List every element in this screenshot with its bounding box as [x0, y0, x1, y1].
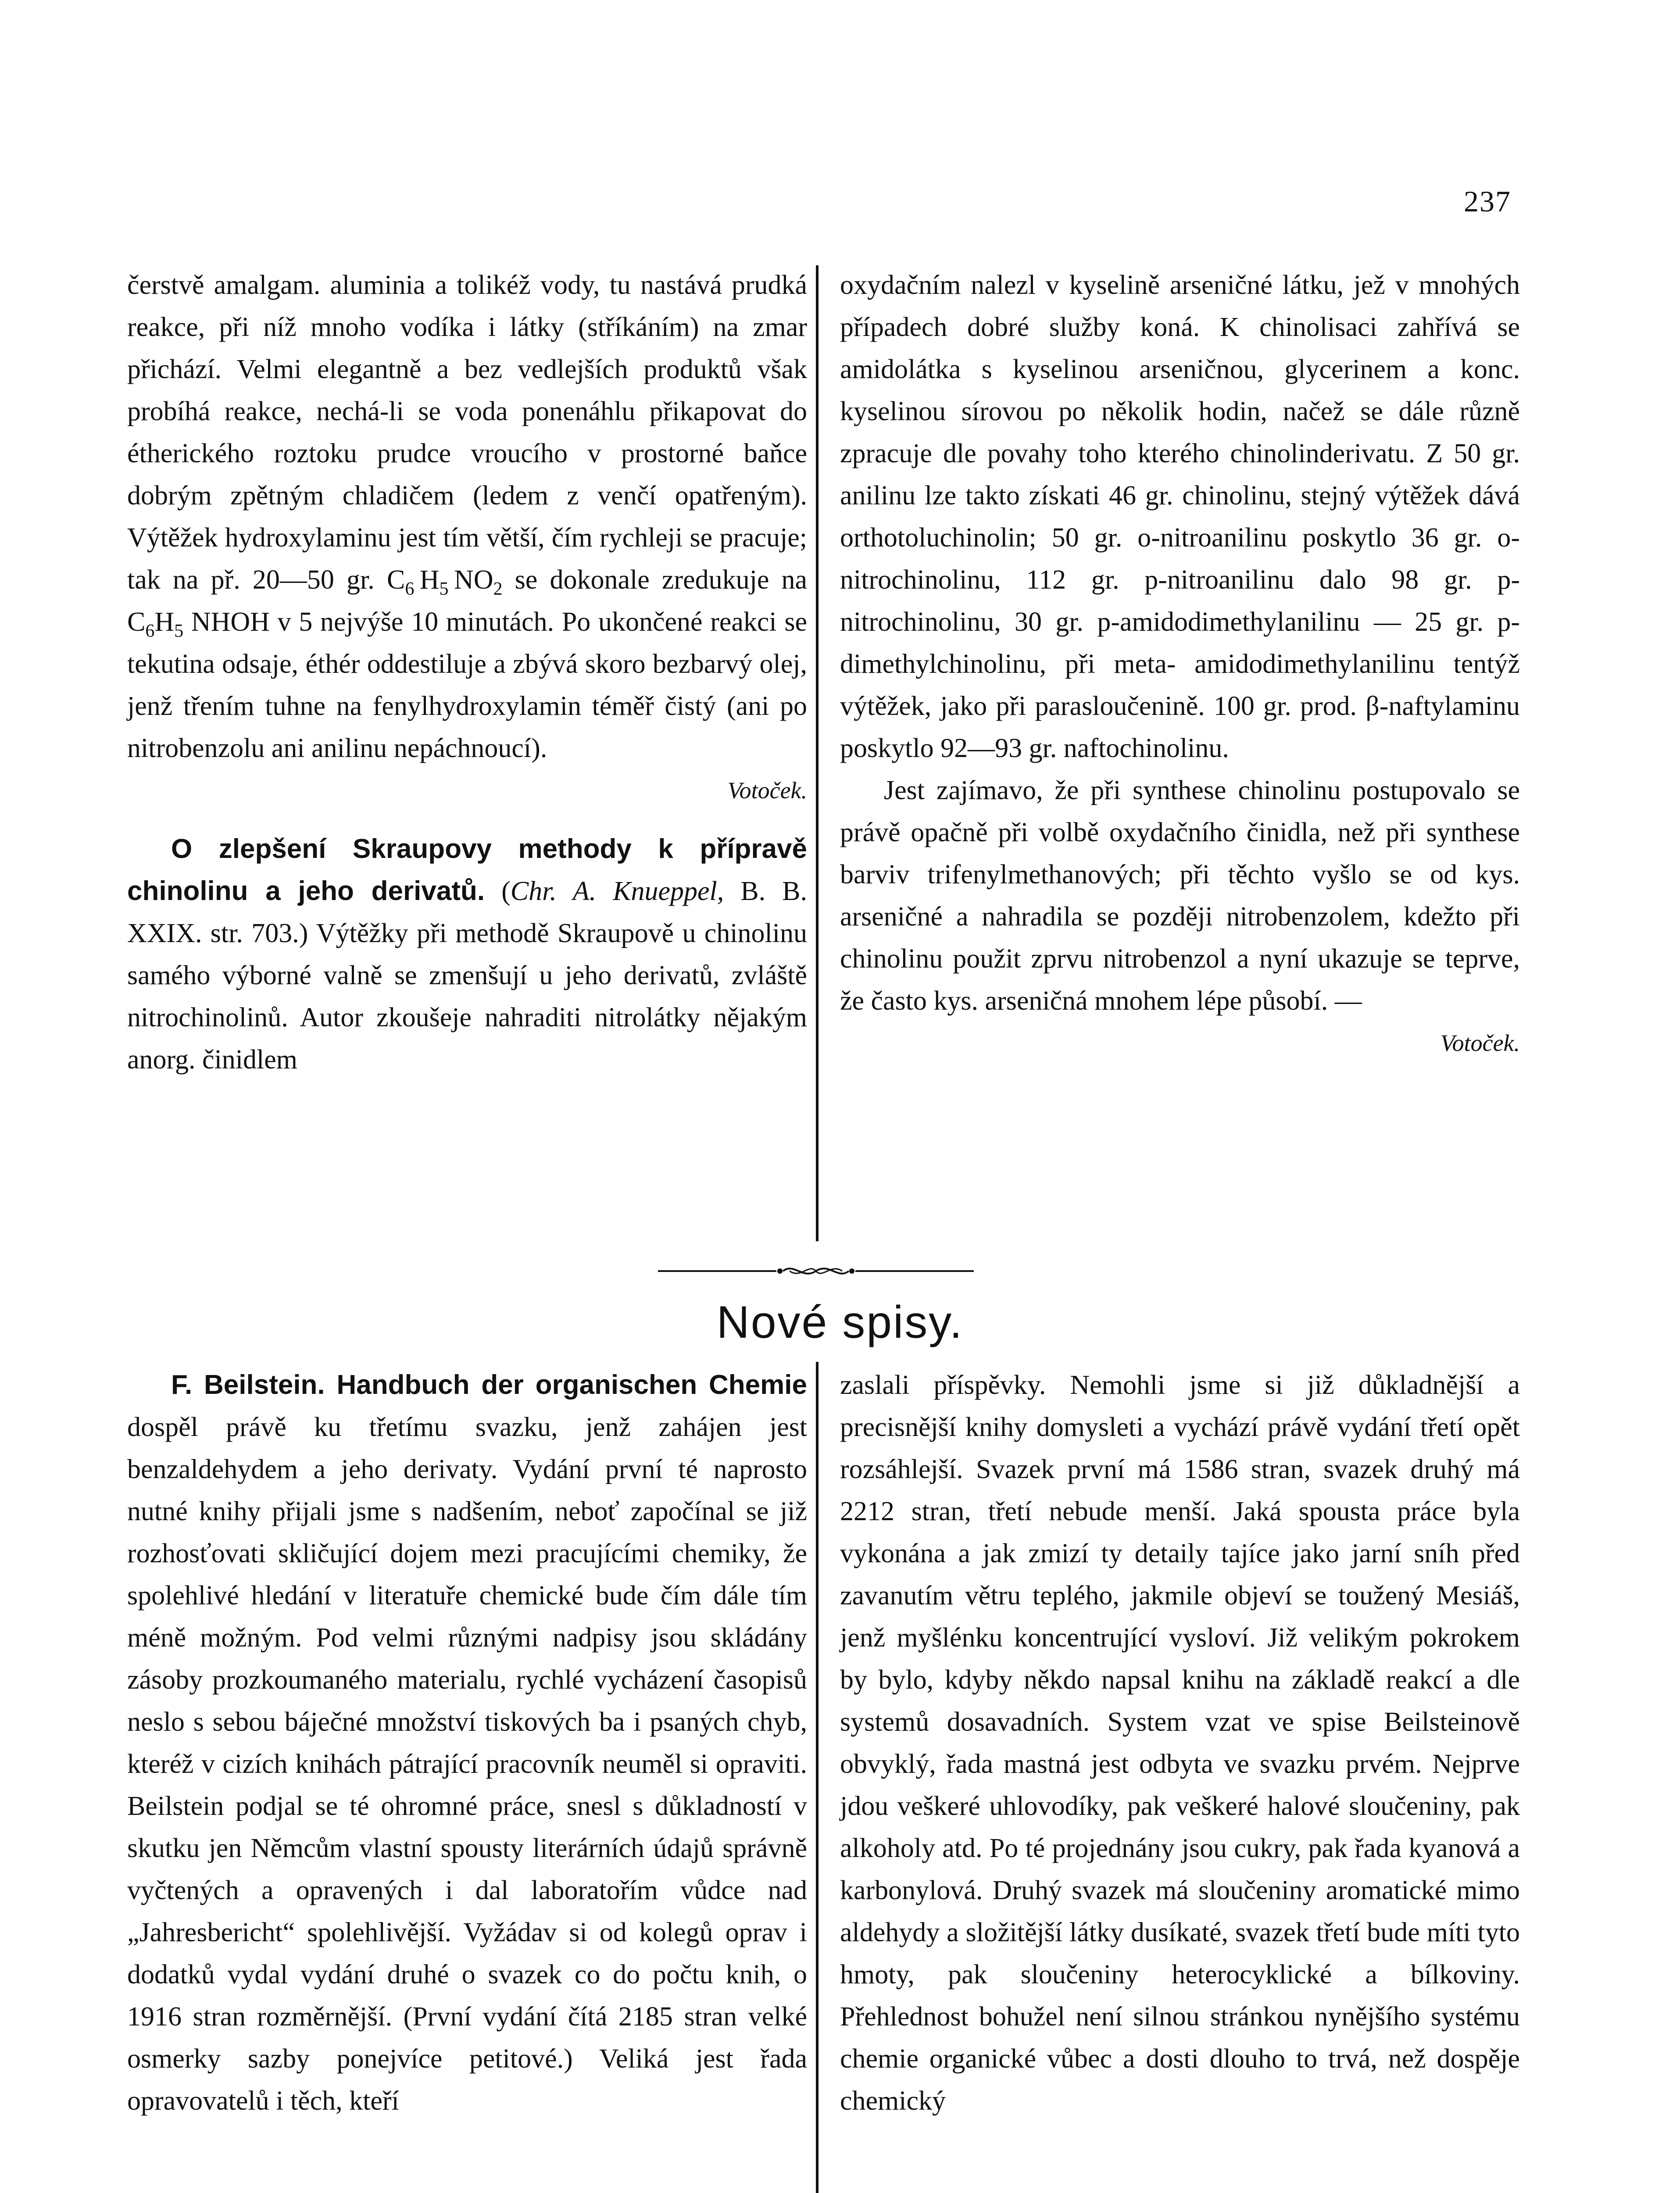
paragraph — [127, 1364, 807, 2122]
paragraph: Jest zajímavo, že při synthese chinolinu postupovalo se právě opačně při volbě oxydačního činidla, než při synthese barviv trifenylmethanových; při těchto vyšlo se od kys. arseničné a nahradila se později nitrobenzolem, kdežto při chinolinu použit zprvu nitrobenzol a nyní ukazuje se teprve, že často kys. arseničná mnohem lépe působí. — — [840, 775, 1520, 1016]
citation-source: B. B. XXIX. str. 703.) — [127, 876, 807, 948]
section-title: Nové spisy. — [716, 1297, 964, 1348]
paragraph-text: čerstvě amalgam. aluminia a tolikéž vody, tu nastává prudká reakce, při níž mnoho vodíka i látky (stříkáním) na zmar přichází. Velmi elegantně a bez vedlejších produktů však probíhá reakce, nechá-li se voda ponenáhlu přikapovat do étherického roztoku prudce vroucího v prostorné baňce dobrým zpětným chladičem (ledem z venčí opatřeným). Výtěžek hydroxylaminu jest tím větší, čím rychleji se pracuje; tak na př. 20—50 gr. — [127, 270, 807, 595]
bottom-left-column — [127, 1364, 807, 2122]
author-signature: Votoček. — [727, 777, 807, 804]
top-left-column — [127, 264, 807, 1081]
top-right-column — [840, 264, 1520, 1064]
page-number: 237 — [1464, 185, 1511, 218]
paragraph-text: NHOH v 5 nejvýše 10 minutách. Po ukončené reakci se tekutina odsaje, éthér oddestiluje a zbývá skoro bezbarvý olej, jenž třením tuhne na fenylhydroxylamin téměř čistý (ani po nitrobenzolu ani anilinu nepáchnoucí). — [127, 607, 807, 763]
article-heading: O zlepšení Skraupovy methody k přípravě chinolinu a jeho derivatů. — [127, 834, 807, 906]
paragraph-text: dospěl právě ku třetímu svazku, jenž zahájen jest benzaldehydem a jeho derivaty. Vydání první té naprosto nutné knihy přijali jsme s nadšením, neboť započínal se již rozhosťovati skličující dojem mezi pracujícími chemiky, že spolehlivé hledání v literatuře chemické bude čím dále tím méně možným. Pod velmi různými nadpisy jsou skládány zásoby prozkoumaného materialu, rychlé vycházení časopisů neslo s sebou báječné množství tiskových ba i psaných chyb, kteréž v cizích knihách pátrající pracovník neuměl si opraviti. Beilstein podjal se té ohromné práce, snesl s důkladností v skutku jen Němcům vlastní spousty literárních údajů správně vyčtených a opravených i dal laboratořím vůdce nad „Jahresbericht“ spolehlivější. Vyžádav si od kolegů oprav i dodatků vydal vydání druhé o svazek co do počtu knih, o 1916 stran rozměrnější. (První vydání čítá 2185 stran velké osmerky sazby ponejvíce petitové.) Veliká jest řada opravovatelů i těch, kteří — [127, 1412, 807, 2116]
paragraph: O zlepšení Skraupovy methody k přípravě chinolinu a jeho derivatů. (Chr. A. Knueppel, B. B. XXIX. str. 703.) Výtěžky při methodě Skraupově u chinolinu samého výborné valně se zmenšují u jeho derivatů, zvláště nitrochinolinů. Autor zkoušeje nahraditi nitrolátky nějakým anorg. činidlem — [127, 834, 807, 1075]
bottom-right-column — [840, 1364, 1520, 2122]
ornamental-rule-icon — [658, 1262, 974, 1280]
paragraph-text: Výtěžky při methodě Skraupově u chinolinu samého výborné valně se zmenšují u jeho derivatů, zvláště nitrochinolinů. Autor zkoušeje nahraditi nitrolátky nějakým anorg. činidlem — [127, 918, 807, 1075]
formula: $C_6$ $H_5$ $NO_2$ se dokonale zredukuje na $C_6H_5$ — [127, 565, 808, 641]
author-signature: Votoček. — [1440, 1030, 1520, 1056]
column-rule — [816, 265, 819, 1241]
citation-author: Chr. A. Knueppel, — [510, 876, 724, 906]
paragraph: zaslali příspěvky. Nemohli jsme si již důkladnější a precisnější knihy domysleti a vychází právě vydání třetí opět rozsáhlejší. Svazek první má 1586 stran, svazek druhý má 2212 stran, třetí nebude menší. Jaká spousta práce byla vykonána a jak zmizí ty detaily tajíce jako jarní sníh před zavanutím větru teplého, jakmile objeví se toužený Mesiáš, jenž myšlénku koncentrující vysloví. Již velikým pokrokem by bylo, kdyby někdo napsal knihu na základě reakcí a dle systemů dosavadních. System vzat ve spise Beilsteinově obvyklý, řada mastná jest odbyta ve svazku prvém. Nejprve jdou veškeré uhlovodíky, pak veškeré halové sloučeniny, pak alkoholy atd. Po té projednány jsou cukry, pak řada kyanová a karbonylová. Druhý svazek má sloučeniny aromatické mimo aldehydy a složitější látky dusíkaté, svazek třetí bude míti tyto hmoty, pak sloučeniny heterocyklické a bílkoviny. Přehlednost bohužel není silnou stránkou nynějšího systému chemie organické vůbec a dosti dlouho to trvá, než dospěje chemický — [840, 1370, 1520, 2116]
column-rule — [816, 1362, 819, 2193]
paragraph: oxydačním nalezl v kyselině arseničné látku, jež v mnohých případech dobré služby koná. K chinolisaci zahřívá se amidolátka s kyselinou arseničnou, glycerinem a konc. kyselinou sírovou po několik hodin, načež se dále různě zpracuje dle povahy toho kterého chinolinderivatu. Z 50 gr. anilinu lze takto získati 46 gr. chinolinu, stejný výtěžek dává orthotoluchinolin; 50 gr. o-nitroanilinu poskytlo 36 gr. o-nitrochinolinu, 112 gr. p-nitroanilinu dalo 98 gr. p-nitrochinolinu, 30 gr. p-amidodimethylanilinu — 25 gr. p-dimethylchinolinu, při meta- amidodimethylanilinu tentýž výtěžek, jako při parasloučenině. 100 gr. prod. β-naftylaminu poskytlo 92—93 gr. naftochinolinu. — [840, 270, 1520, 763]
book-title: F. Beilstein. Handbuch der organischen Chemie — [171, 1370, 807, 1400]
paragraph — [127, 264, 807, 769]
